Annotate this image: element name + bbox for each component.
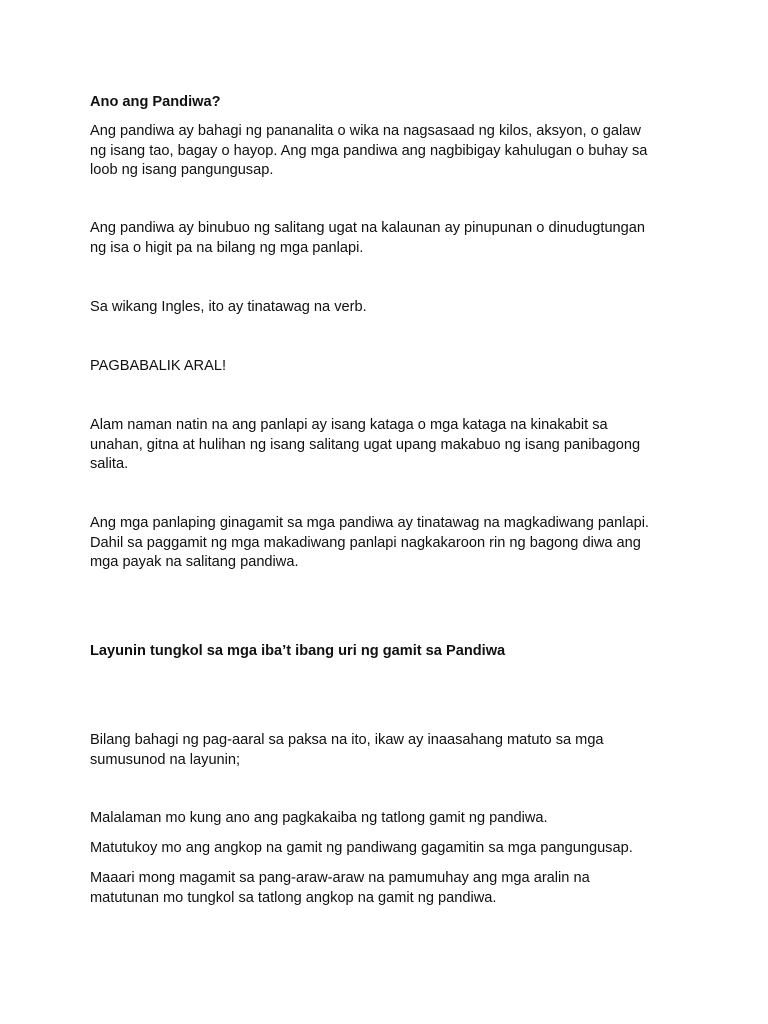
objective-item-1: [90, 809, 690, 829]
text-line: sumusunod na layunin;: [90, 751, 241, 768]
objective-item-3: [90, 869, 690, 908]
text-line: mga payak na salitang pandiwa.: [90, 554, 299, 570]
paragraph-makadiwang: [90, 514, 690, 573]
text-line: Ang pandiwa ay binubuo ng salitang ugat na kalaunan ay pinupunan o dinudugtungan: [90, 220, 646, 236]
text-line: Ang pandiwa ay bahagi ng pananalita o wika na nagsasaad ng kilos, aksyon, o galaw: [90, 123, 641, 139]
text-line: matutunan mo tungkol sa tatlong angkop na gamit ng pandiwa.: [90, 889, 497, 906]
paragraph-definition: [90, 122, 690, 181]
objective-item-2: [90, 839, 690, 859]
text-line: Bilang bahagi ng pag-aaral sa paksa na ito, ikaw ay inaasahang matuto sa mga: [90, 732, 604, 748]
paragraph-objectives-intro: [90, 731, 690, 770]
text-line: ng isa o higit pa na bilang ng mga panlapi.: [90, 239, 364, 256]
text-line: ng isang tao, bagay o hayop. Ang mga pandiwa ang nagbibigay kahulugan o buhay sa: [90, 142, 648, 159]
heading-ano-ang-pandiwa: Ano ang Pandiwa?: [90, 94, 221, 110]
paragraph-english: [90, 298, 690, 318]
text-line: Ang mga panlaping ginagamit sa mga pandiwa ay tinatawag na magkadiwang panlapi.: [90, 515, 649, 531]
text-line: Maaari mong magamit sa pang-araw-araw na pamumuhay ang mga aralin na: [90, 870, 590, 886]
paragraph-review-label: [90, 357, 690, 377]
text-line: Malalaman mo kung ano ang pagkakaiba ng tatlong gamit ng pandiwa.: [90, 810, 548, 826]
text-line: unahan, gitna at hulihan ng isang salitang ugat upang makabuo ng isang panibagong: [90, 436, 641, 453]
text-line: PAGBABALIK ARAL!: [90, 358, 227, 374]
text-line: loob ng isang pangungusap.: [90, 162, 274, 178]
text-line: salita.: [90, 456, 129, 472]
text-line: Alam naman natin na ang panlapi ay isang kataga o mga kataga na kinakabit sa: [90, 417, 608, 433]
paragraph-formation: [90, 219, 690, 258]
paragraph-panlapi: [90, 416, 690, 475]
text-line: Matutukoy mo ang angkop na gamit ng pandiwang gagamitin sa mga pangungusap.: [90, 840, 633, 856]
text-line: Dahil sa paggamit ng mga makadiwang panlapi nagkakaroon rin ng bagong diwa ang: [90, 534, 641, 551]
heading-layunin: Layunin tungkol sa mga iba’t ibang uri ng gamit sa Pandiwa: [90, 643, 506, 659]
text-line: Sa wikang Ingles, ito ay tinatawag na verb.: [90, 299, 367, 315]
